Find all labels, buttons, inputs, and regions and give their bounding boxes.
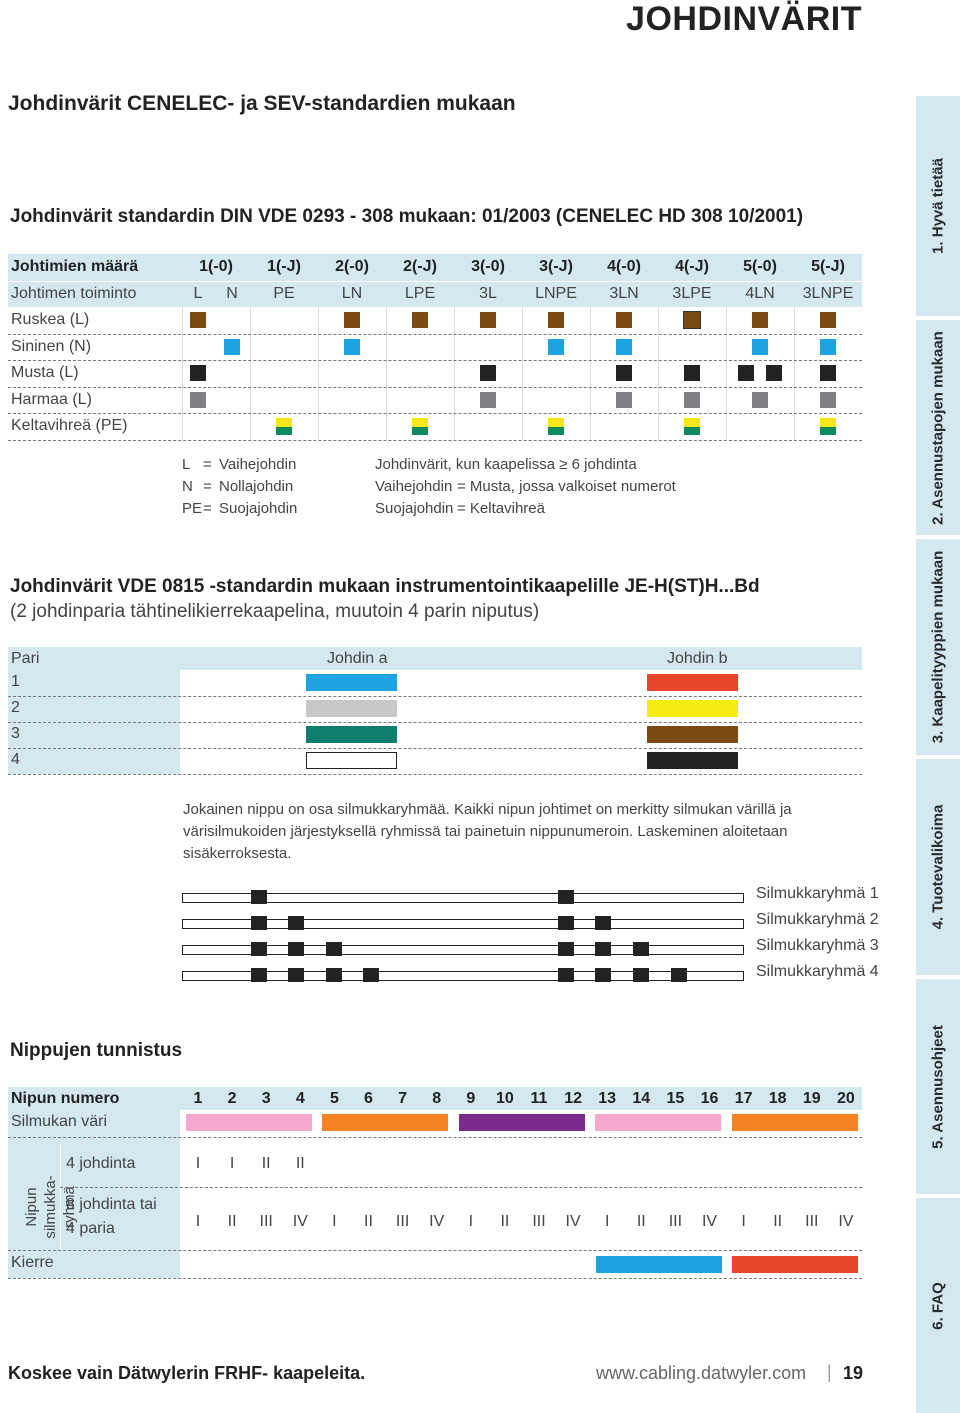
eight-conductor-value: III — [395, 1213, 410, 1230]
din-function-header: 4LN — [745, 284, 775, 302]
eight-conductor-value: I — [741, 1213, 746, 1230]
footer-note: Koskee vain Dätwylerin FRHF- kaapeleita. — [8, 1363, 366, 1383]
legend-code: L — [182, 456, 191, 473]
din-count-header: 4(-J) — [675, 258, 709, 275]
eight-conductor-value: III — [259, 1213, 273, 1230]
loop-mark — [288, 916, 304, 930]
four-conductor-label: 4 johdinta — [66, 1155, 136, 1172]
loop-mark — [633, 968, 649, 982]
legend-multicore-note: Johdinvärit, kun kaapelissa ≥ 6 johdinta — [375, 456, 637, 473]
main-title: Johdinvärit CENELEC- ja SEV-standardien mukaan — [8, 92, 516, 115]
tab-asennustavat[interactable] — [916, 320, 960, 535]
color-swatch — [412, 312, 428, 328]
legend-code: N — [182, 478, 193, 495]
tab-asennusohjeet[interactable] — [916, 979, 960, 1194]
bundle-row-divider — [8, 1250, 862, 1251]
loop-color-swatch — [459, 1114, 585, 1131]
bundle-number: 9 — [466, 1090, 476, 1107]
bundle-number: 15 — [666, 1090, 685, 1107]
vde-col-b: Johdin b — [667, 650, 728, 667]
loop-mark — [595, 916, 611, 930]
twist-swatch — [732, 1256, 858, 1273]
side-label-divider — [60, 1144, 61, 1250]
legend-phase-val: = Musta, jossa valkoiset numerot — [457, 478, 676, 495]
tab-hyva-tietaa[interactable] — [916, 96, 960, 316]
legend-text: Suojajohdin — [219, 500, 298, 517]
legend-eq: = — [203, 456, 212, 473]
vde-header-band — [8, 647, 862, 670]
four-conductor-value: II — [261, 1155, 271, 1172]
loop-mark — [595, 942, 611, 956]
legend-pe-val: = Keltavihreä — [457, 500, 545, 517]
din-row-divider — [8, 360, 862, 361]
color-swatch — [548, 339, 564, 355]
bundle-number: 5 — [329, 1090, 339, 1107]
color-swatch — [820, 339, 836, 355]
din-function-header: LN — [341, 284, 363, 302]
loop-group-label: Silmukkaryhmä 2 — [756, 911, 879, 928]
din-row-divider — [8, 387, 862, 388]
loop-group-label: Silmukkaryhmä 1 — [756, 885, 879, 902]
din-row-divider — [8, 440, 862, 441]
bundle-number: 1 — [193, 1090, 203, 1107]
bundle-number: 2 — [227, 1090, 237, 1107]
loop-mark — [326, 942, 342, 956]
din-row-label: Musta (L) — [11, 364, 79, 381]
din-count-header: 5(-J) — [811, 258, 845, 275]
din-row-label: Keltavihreä (PE) — [11, 417, 128, 434]
eight-conductor-value: I — [468, 1213, 474, 1230]
tab-label: 1. Hyvä tietää — [929, 158, 947, 254]
color-swatch — [616, 392, 632, 408]
bundle-number: 4 — [295, 1090, 305, 1107]
bundle-number: 13 — [598, 1090, 617, 1107]
bundle-number-label: Nipun numero — [11, 1090, 120, 1107]
eight-conductor-value: IV — [292, 1213, 308, 1230]
wire-b-swatch — [647, 700, 738, 717]
din-count-header: 2(-0) — [335, 258, 369, 275]
tab-tuotevalikoima[interactable] — [916, 759, 960, 975]
loop-color-swatch — [732, 1114, 858, 1131]
twist-swatch — [596, 1256, 722, 1273]
vde-col-pair: Pari — [11, 650, 40, 667]
color-swatch — [344, 339, 360, 355]
pe-swatch-yellow — [412, 418, 428, 427]
eight-conductor-value: III — [805, 1213, 819, 1230]
eight-conductor-value: IV — [701, 1213, 718, 1230]
loop-group-label: Silmukkaryhmä 4 — [756, 963, 879, 980]
color-swatch — [738, 365, 754, 381]
tab-label: 6. FAQ — [929, 1281, 947, 1330]
wire-a-swatch — [306, 752, 397, 769]
color-swatch — [684, 365, 700, 381]
color-swatch — [616, 365, 632, 381]
eight-conductor-value: I — [195, 1213, 201, 1230]
din-row-label: Ruskea (L) — [11, 311, 90, 328]
din-function-header: N — [226, 284, 238, 302]
legend-code: PE — [182, 500, 203, 517]
pe-swatch-green — [684, 427, 700, 435]
vde-row-divider — [8, 722, 862, 723]
page-number: 19 — [843, 1363, 864, 1383]
din-function-header: LNPE — [535, 284, 577, 302]
din-function-header: 3L — [479, 284, 497, 302]
color-swatch — [684, 392, 700, 408]
din-col-sep — [590, 307, 591, 440]
bundle-number: 6 — [364, 1090, 373, 1107]
loop-mark — [251, 916, 267, 930]
color-swatch — [480, 365, 496, 381]
din-col-sep — [726, 307, 727, 440]
din-count-header: 1(-0) — [199, 258, 233, 275]
legend-text: Vaihejohdin — [219, 456, 297, 473]
eight-conductor-value: III — [668, 1213, 683, 1230]
vde-title: Johdinvärit VDE 0815 -standardin mukaan instrumentointikaapelille JE-H(ST)H...Bd — [10, 576, 760, 597]
color-swatch — [616, 339, 632, 355]
color-swatch — [190, 312, 206, 328]
vde-col-a: Johdin a — [327, 650, 388, 667]
din-row-label: Johtimien määrä — [11, 258, 139, 275]
bundle-number: 16 — [700, 1090, 719, 1107]
four-conductor-value: II — [295, 1155, 305, 1172]
four-conductor-value: I — [195, 1155, 201, 1172]
vde-subtitle: (2 johdinparia tähtinelikierrekaapelina, muutoin 4 parin niputus) — [10, 601, 540, 622]
color-swatch — [684, 312, 700, 328]
vde-pair-number: 2 — [11, 699, 20, 716]
eight-conductor-value: IV — [838, 1213, 854, 1230]
pe-swatch-green — [820, 427, 836, 435]
din-col-sep — [318, 307, 319, 440]
color-swatch — [766, 365, 782, 381]
pe-swatch-yellow — [684, 418, 700, 427]
vde-pair-number: 3 — [11, 725, 20, 742]
eight-conductor-value: III — [532, 1213, 546, 1230]
bundle-row-divider — [8, 1278, 862, 1279]
bundle-row-divider — [8, 1137, 862, 1138]
wire-b-swatch — [647, 752, 738, 769]
wire-a-swatch — [306, 674, 397, 691]
bundle-number: 3 — [261, 1090, 271, 1107]
loop-color-swatch — [322, 1114, 448, 1131]
eight-conductor-label-1: 8 johdinta tai — [66, 1196, 157, 1213]
tab-label: 5. Asennusohjeet — [929, 1024, 947, 1149]
color-swatch — [344, 312, 360, 328]
din-row-label: Johtimen toiminto — [11, 284, 137, 302]
color-swatch — [548, 312, 564, 328]
tab-label: 3. Kaapelityyppien mukaan — [929, 550, 947, 744]
pe-swatch-yellow — [820, 418, 836, 427]
din-col-sep — [454, 307, 455, 440]
eight-conductor-value: IV — [429, 1213, 445, 1230]
vde-row-divider — [8, 774, 862, 775]
bundle-number: 17 — [734, 1090, 753, 1107]
pe-swatch-green — [276, 427, 292, 435]
loop-mark — [251, 890, 267, 904]
din-count-header: 3(-0) — [471, 258, 505, 275]
vde-row-divider — [8, 696, 862, 697]
color-swatch — [820, 365, 836, 381]
pe-swatch-yellow — [548, 418, 564, 427]
color-swatch — [480, 392, 496, 408]
loop-ruler — [182, 919, 744, 929]
color-swatch — [752, 339, 768, 355]
loop-color-swatch — [186, 1114, 312, 1131]
tab-kaapelityypit[interactable] — [916, 539, 960, 755]
din-title: Johdinvärit standardin DIN VDE 0293 - 308 mukaan: 01/2003 (CENELEC HD 308 10/2001) — [10, 206, 804, 227]
loop-color-swatch — [595, 1114, 721, 1131]
loop-mark — [288, 968, 304, 982]
bundle-number: 12 — [564, 1090, 582, 1107]
bundle-number: 14 — [632, 1090, 651, 1107]
color-swatch — [752, 392, 768, 408]
din-function-header: 3LN — [609, 284, 639, 302]
bundle-number: 20 — [836, 1090, 855, 1107]
legend-pe-key: Suojajohdin — [375, 500, 454, 517]
din-col-sep — [386, 307, 387, 440]
pe-swatch-yellow — [276, 418, 292, 427]
eight-conductor-value: II — [227, 1213, 237, 1230]
vde-row-divider — [8, 748, 862, 749]
vde-pair-number: 4 — [11, 751, 20, 768]
din-row-divider — [8, 413, 862, 414]
legend-phase-key: Vaihejohdin — [375, 478, 453, 495]
loop-mark — [326, 968, 342, 982]
footer-url[interactable]: www.cabling.datwyler.com — [596, 1363, 807, 1383]
loop-mark — [288, 942, 304, 956]
loop-mark — [363, 968, 379, 982]
loop-ruler — [182, 971, 744, 981]
color-swatch — [752, 312, 768, 328]
din-function-header: LPE — [404, 284, 436, 302]
four-conductor-value: I — [229, 1155, 235, 1172]
wire-b-swatch — [647, 674, 738, 691]
eight-conductor-value: II — [500, 1213, 510, 1230]
bundle-number: 10 — [495, 1090, 514, 1107]
legend-eq: = — [203, 500, 212, 517]
bundle-row-divider — [60, 1187, 862, 1188]
side-label-line1: Nipun silmukka- — [23, 1175, 59, 1239]
loop-mark — [633, 942, 649, 956]
loop-group-label: Silmukkaryhmä 3 — [756, 937, 879, 954]
loop-ruler — [182, 893, 744, 903]
loop-mark — [558, 968, 574, 982]
tab-label: 2. Asennustapojen mukaan — [929, 330, 947, 525]
vde-note: Jokainen nippu on osa silmukkaryhmää. Kaikki nipun johtimet on merkitty silmukan värillä ja värisilmukoiden järjestyksellä ryhmissä tai painetuin nippunumeroin. Laskeminen aloitetaan sisäkerroksesta. — [183, 801, 792, 862]
loop-mark — [558, 942, 574, 956]
din-count-header: 4(-0) — [607, 258, 641, 275]
pe-swatch-green — [412, 427, 428, 435]
twist-label: Kierre — [11, 1254, 54, 1271]
din-col-sep — [522, 307, 523, 440]
eight-conductor-value: II — [364, 1213, 373, 1230]
din-function-header: PE — [273, 284, 295, 302]
eight-conductor-value: II — [773, 1213, 783, 1230]
wire-b-swatch — [647, 726, 738, 743]
din-header-divider — [8, 281, 862, 282]
bundle-number: 11 — [530, 1090, 548, 1107]
din-count-header: 2(-J) — [403, 258, 437, 275]
din-count-header: 1(-J) — [267, 258, 301, 275]
bundle-number: 8 — [432, 1090, 442, 1107]
din-col-sep — [250, 307, 251, 440]
color-swatch — [224, 339, 240, 355]
loop-mark — [251, 942, 267, 956]
din-function-header: 3LNPE — [802, 284, 854, 302]
tab-label: 4. Tuotevalikoima — [929, 804, 947, 930]
eight-conductor-label-2: 4 paria — [66, 1220, 115, 1237]
din-col-sep — [182, 307, 183, 440]
pe-swatch-green — [548, 427, 564, 435]
wire-a-swatch — [306, 726, 397, 743]
din-function-header: L — [193, 284, 203, 302]
bundle-number: 7 — [398, 1090, 408, 1107]
color-swatch — [480, 312, 496, 328]
legend-eq: = — [203, 478, 212, 495]
din-function-header: 3LPE — [672, 284, 712, 302]
din-count-header: 3(-J) — [539, 258, 573, 275]
eight-conductor-value: I — [332, 1213, 337, 1230]
wire-a-swatch — [306, 700, 397, 717]
bundle-title: Nippujen tunnistus — [10, 1040, 183, 1061]
color-swatch — [616, 312, 632, 328]
legend-text: Nollajohdin — [219, 478, 294, 495]
loop-color-label: Silmukan väri — [11, 1113, 108, 1130]
bundle-number: 18 — [768, 1090, 787, 1107]
din-col-sep — [794, 307, 795, 440]
din-col-sep — [658, 307, 659, 440]
vde-pair-number: 1 — [11, 673, 20, 690]
color-swatch — [820, 392, 836, 408]
tab-faq[interactable] — [916, 1198, 960, 1413]
loop-mark — [595, 968, 611, 982]
din-count-header: 5(-0) — [743, 258, 777, 275]
footer-separator: | — [827, 1362, 832, 1382]
page-title: JOHDINVÄRIT — [626, 0, 862, 38]
eight-conductor-value: IV — [565, 1213, 581, 1230]
loop-mark — [558, 916, 574, 930]
eight-conductor-value: II — [636, 1213, 646, 1230]
side-label-line2: ryhmä — [61, 1186, 78, 1228]
din-row-label: Sininen (N) — [11, 337, 92, 355]
din-row-label: Harmaa (L) — [11, 390, 92, 408]
color-swatch — [820, 312, 836, 328]
loop-mark — [251, 968, 267, 982]
color-swatch — [190, 365, 206, 381]
loop-mark — [671, 968, 687, 982]
color-swatch — [190, 392, 206, 408]
bundle-number: 19 — [802, 1090, 821, 1107]
din-row-divider — [8, 334, 862, 335]
loop-ruler — [182, 945, 744, 955]
loop-mark — [558, 890, 574, 904]
eight-conductor-value: I — [604, 1213, 610, 1230]
